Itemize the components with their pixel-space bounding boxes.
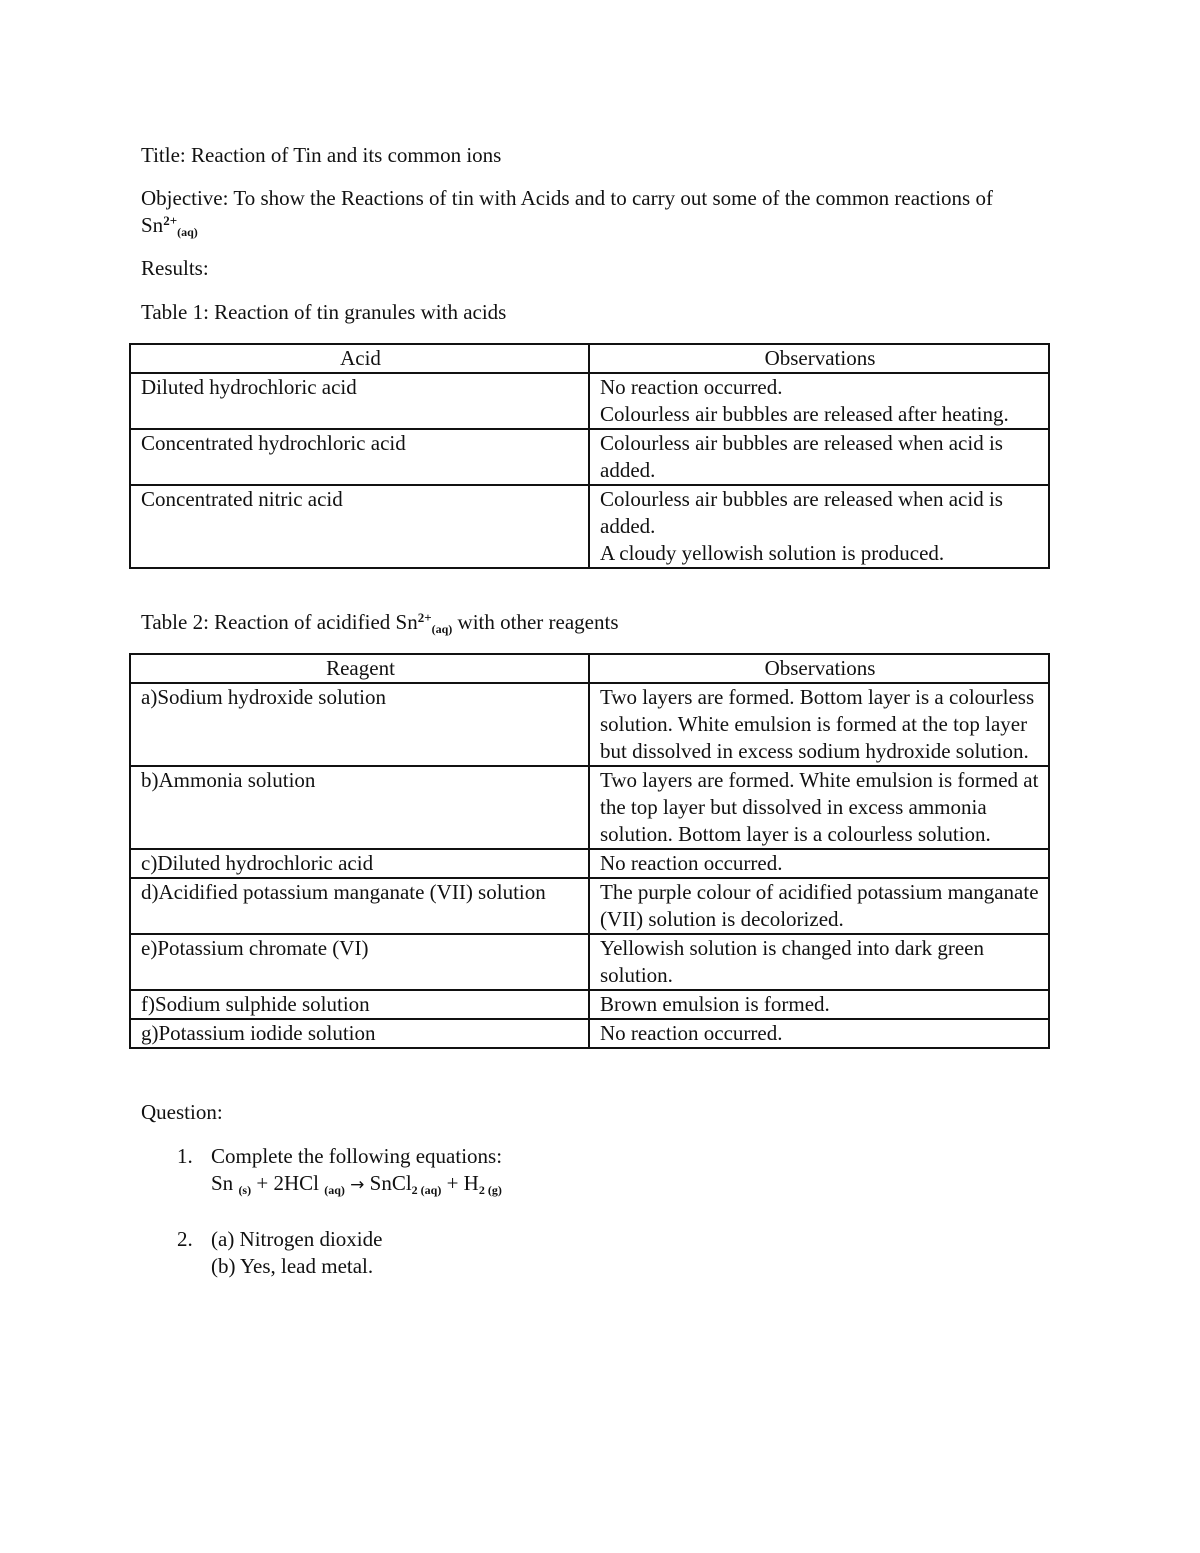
eq-sn-state: (s) [238,1183,252,1197]
eq-sncl: SnCl [364,1171,412,1195]
table1-observation-cell [589,373,1049,429]
table2-header-row [130,654,1049,683]
table1-header-observations: Observations [589,344,1049,373]
reaction-arrow-icon: → [350,1175,365,1195]
table-row [130,934,1049,990]
table1-header-acid: Acid [130,344,589,373]
table1-acid-cell: Concentrated nitric acid [130,485,589,568]
observation-line: A cloudy yellowish solution is produced. [600,541,945,565]
document-page [141,142,1051,1307]
objective-text [141,185,1001,239]
objective-ion-state: (aq) [177,225,198,239]
table2-caption-charge: 2+ [417,610,432,625]
table-row [130,849,1049,878]
table2-observation-cell: No reaction occurred. [589,849,1049,878]
table2-observation-cell: Two layers are formed. Bottom layer is a colourless solution. White emulsion is formed at the top layer but dissolved in excess sodium hydroxide solution. [589,683,1049,766]
question-number: 2. [177,1227,193,1251]
table2-observation-cell: Brown emulsion is formed. [589,990,1049,1019]
table1-caption: Table 1: Reaction of tin granules with acids [141,300,507,324]
table2-caption [141,609,1051,636]
objective-ion-charge: 2+ [163,213,178,228]
observation-line: Colourless air bubbles are released after heating. [600,402,1009,426]
table-row [130,878,1049,934]
eq-sncl-sub: 2 (aq) [411,1183,442,1197]
table2-observation-cell: The purple colour of acidified potassium manganate (VII) solution is decolorized. [589,878,1049,934]
table-row [130,990,1049,1019]
table-row [130,485,1049,568]
table-row [130,683,1049,766]
answer-part-b: (b) Yes, lead metal. [211,1254,374,1278]
table1-acid-cell: Concentrated hydrochloric acid [130,429,589,485]
table2-caption-prefix: Table 2: Reaction of acidified Sn [141,610,418,634]
list-item [141,1143,1051,1199]
objective-body: Objective: To show the Reactions of tin with Acids and to carry out some of the common reactions of Sn [141,186,993,237]
table2-reagent-cell: a)Sodium hydroxide solution [130,683,589,766]
table-row [130,429,1049,485]
eq-plus-h: + H [441,1171,479,1195]
list-item [141,1226,1051,1280]
table2-reagent-cell: c)Diluted hydrochloric acid [130,849,589,878]
eq-h-sub: 2 (g) [478,1183,502,1197]
table1-observation-cell [589,485,1049,568]
table2-reagent-reactions [129,653,1050,1049]
table2-observation-cell: Two layers are formed. White emulsion is formed at the top layer but dissolved in excess ammonia solution. Bottom layer is a colourless solution. [589,766,1049,849]
eq-hcl-state: (aq) [324,1183,345,1197]
table-row [130,1019,1049,1048]
observation-line: Colourless air bubbles are released when acid is added. [600,487,1003,538]
table2-reagent-cell: d)Acidified potassium manganate (VII) solution [130,878,589,934]
table2-reagent-cell: b)Ammonia solution [130,766,589,849]
table1-acid-cell: Diluted hydrochloric acid [130,373,589,429]
table2-observation-cell: No reaction occurred. [589,1019,1049,1048]
table2-reagent-cell: g)Potassium iodide solution [130,1019,589,1048]
results-label: Results: [141,256,209,280]
table1-header-row [130,344,1049,373]
eq-sn: Sn [211,1171,239,1195]
table2-reagent-cell: f)Sodium sulphide solution [130,990,589,1019]
table1-observation-cell [589,429,1049,485]
question-number: 1. [177,1144,193,1168]
table2-header-observations: Observations [589,654,1049,683]
table2-header-reagent: Reagent [130,654,589,683]
table2-caption-state: (aq) [431,622,453,636]
observation-line: No reaction occurred. [600,375,783,399]
document-title: Title: Reaction of Tin and its common ions [141,143,502,167]
answer-part-a: (a) Nitrogen dioxide [211,1227,383,1251]
question-label: Question: [141,1100,223,1124]
table2-observation-cell: Yellowish solution is changed into dark green solution. [589,934,1049,990]
eq-plus-hcl: + 2HCl [251,1171,325,1195]
spacer [141,569,1051,609]
chemical-equation [211,1170,1051,1199]
table-row [130,766,1049,849]
table-row [130,373,1049,429]
question-list [141,1143,1051,1280]
table2-caption-suffix: with other reagents [452,610,619,634]
question-prompt: Complete the following equations: [211,1144,503,1168]
table1-acid-reactions [129,343,1050,569]
table2-reagent-cell: e)Potassium chromate (VI) [130,934,589,990]
observation-line: Colourless air bubbles are released when acid is added. [600,431,1003,482]
